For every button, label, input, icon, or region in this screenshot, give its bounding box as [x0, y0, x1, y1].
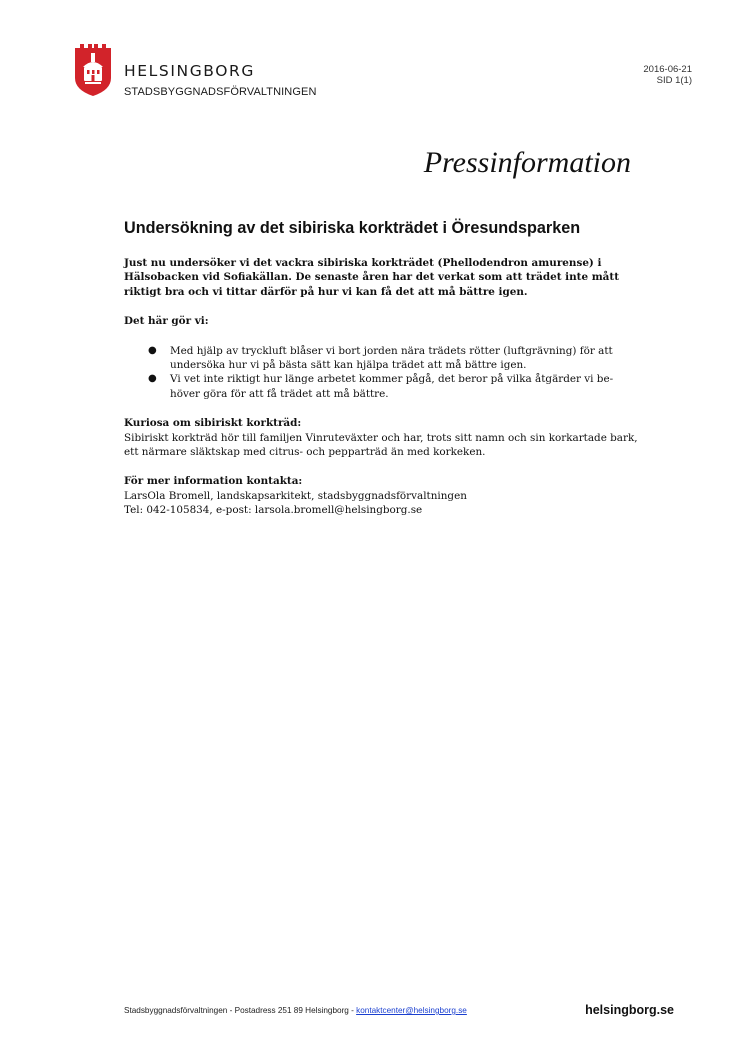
- document-body: [124, 256, 654, 518]
- footer-email-link[interactable]: kontaktcenter@helsingborg.se: [356, 1006, 467, 1015]
- org-name: HELSINGBORG: [124, 62, 256, 80]
- contact-paragraph: [124, 489, 654, 518]
- list-item: ● Vi vet inte riktigt hur länge arbetet kommer pågå, det beror på vilka åtgärder vi be- höver göra för att få trädet att må bättre.: [148, 373, 614, 400]
- bullet-icon: ●: [148, 373, 157, 385]
- page-title: Undersökning av det sibiriska korkträdet i Öresundsparken: [124, 219, 581, 237]
- helsingborg-crest-icon: [75, 44, 111, 96]
- document-type: Pressinformation: [423, 146, 631, 179]
- section-heading-trivia: Kuriosa om sibiriskt korkträd:: [124, 417, 302, 430]
- trivia-paragraph: Sibiriskt korkträd hör till familjen Vinruteväxter och har, trots sitt namn och sin korkartade bark, ett närmare släktskap med citrus- och pepparträd än med korkeken.: [124, 431, 638, 459]
- lead-line: riktigt bra och vi tittar därför på hur vi kan få det att må bättre igen.: [124, 285, 528, 298]
- contact-details: Tel: 042-105834, e-post: larsola.bromell@helsingborg.se: [124, 504, 423, 517]
- section-heading-actions: Det här gör vi:: [124, 315, 209, 328]
- footer-site: helsingborg.se: [585, 1003, 674, 1017]
- lead-paragraph: [124, 256, 654, 299]
- bullet-icon: ●: [148, 344, 157, 356]
- section-heading-contact: För mer information kontakta:: [124, 475, 303, 488]
- lead-line: Just nu undersöker vi det vackra sibiriska korkträdet (Phellodendron amurense) i: [124, 257, 602, 269]
- department-name: STADSBYGGNADSFÖRVALTNINGEN: [124, 86, 317, 98]
- page-number: SID 1(1): [656, 75, 692, 86]
- contact-name: LarsOla Bromell, landskapsarkitekt, stadsbyggnadsförvaltningen: [124, 489, 467, 502]
- footer-address: Stadsbyggnadsförvaltningen - Postadress 251 89 Helsingborg - kontaktcenter@helsingborg.se: [124, 1006, 467, 1015]
- actions-list: [124, 344, 654, 402]
- document-date: 2016-06-21: [643, 64, 692, 75]
- lead-line: Hälsobacken vid Sofiakällan. De senaste åren har det verkat som att trädet inte mått: [124, 271, 620, 284]
- document-meta: [643, 64, 692, 86]
- list-item: ● Med hjälp av tryckluft blåser vi bort jorden nära trädets rötter (luftgrävning) för att undersöka hur vi på bästa sätt kan hjälpa trädet att må bättre igen.: [148, 344, 613, 372]
